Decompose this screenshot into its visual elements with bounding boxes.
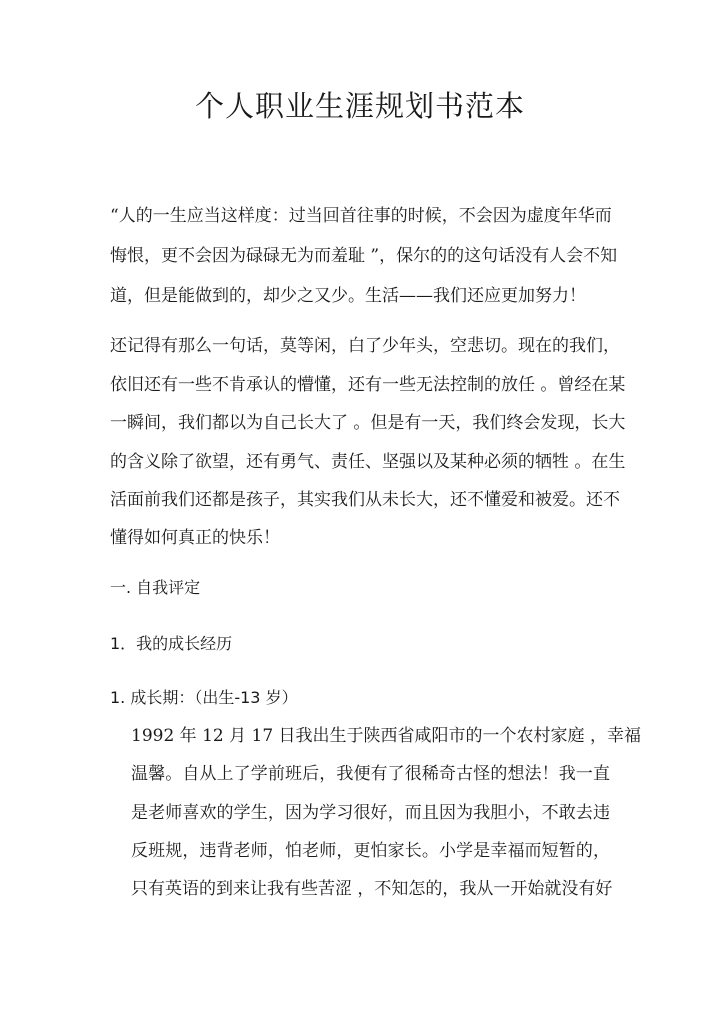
- paragraph-line: 只有英语的到来让我有些苦涩 ，不知怎的，我从一开始就没有好: [131, 879, 613, 899]
- paragraph-line: “人的一生应当这样度：过当回首往事的时候，不会因为虚度年华而: [110, 206, 612, 226]
- paragraph-line: 依旧还有一些不肯承认的懵懂，还有一些无法控制的放任 。曾经在某: [110, 375, 626, 395]
- paragraph-line: 一瞬间，我们都以为自己长大了 。但是有一天，我们终会发现，长大: [110, 413, 626, 433]
- document-title: 个人职业生涯规划书范本: [194, 89, 525, 123]
- paragraph-line: 懂得如何真正的快乐！: [110, 528, 280, 548]
- paragraph-line: 道，但是能做到的，却少之又少。生活——我们还应更加努力！: [110, 286, 586, 306]
- paragraph-line: 反班规，违背老师，怕老师，更怕家长。小学是幸福而短暂的，: [131, 841, 610, 861]
- section-heading-self-assessment: 一. 自我评定: [110, 578, 201, 597]
- paragraph-line: 是老师喜欢的学生，因为学习很好，而且因为我胆小，不敢去违: [131, 803, 610, 823]
- paragraph-line: 悔恨，更不会因为碌碌无为而羞耻 ”，保尔的的这句话没有人会不知: [110, 246, 618, 266]
- section-heading-growth-period: 1. 成长期：（出生-13 岁）: [110, 688, 298, 707]
- section-heading-growth-experience: 1．我的成长经历: [110, 634, 233, 653]
- paragraph-line: 1992 年 12 月 17 日我出生于陕西省咸阳市的一个农村家庭 ，幸福: [131, 726, 641, 746]
- paragraph-line: 温馨。自从上了学前班后，我便有了很稀奇古怪的想法！我一直: [131, 764, 610, 784]
- paragraph-line: 活面前我们还都是孩子，其实我们从未长大，还不懂爱和被爱。还不: [110, 490, 620, 510]
- paragraph-line: 还记得有那么一句话，莫等闲，白了少年头，空悲切。现在的我们，: [110, 336, 620, 356]
- paragraph-line: 的含义除了欲望，还有勇气、责任、坚强以及某种必须的牺牲 。在生: [110, 452, 626, 472]
